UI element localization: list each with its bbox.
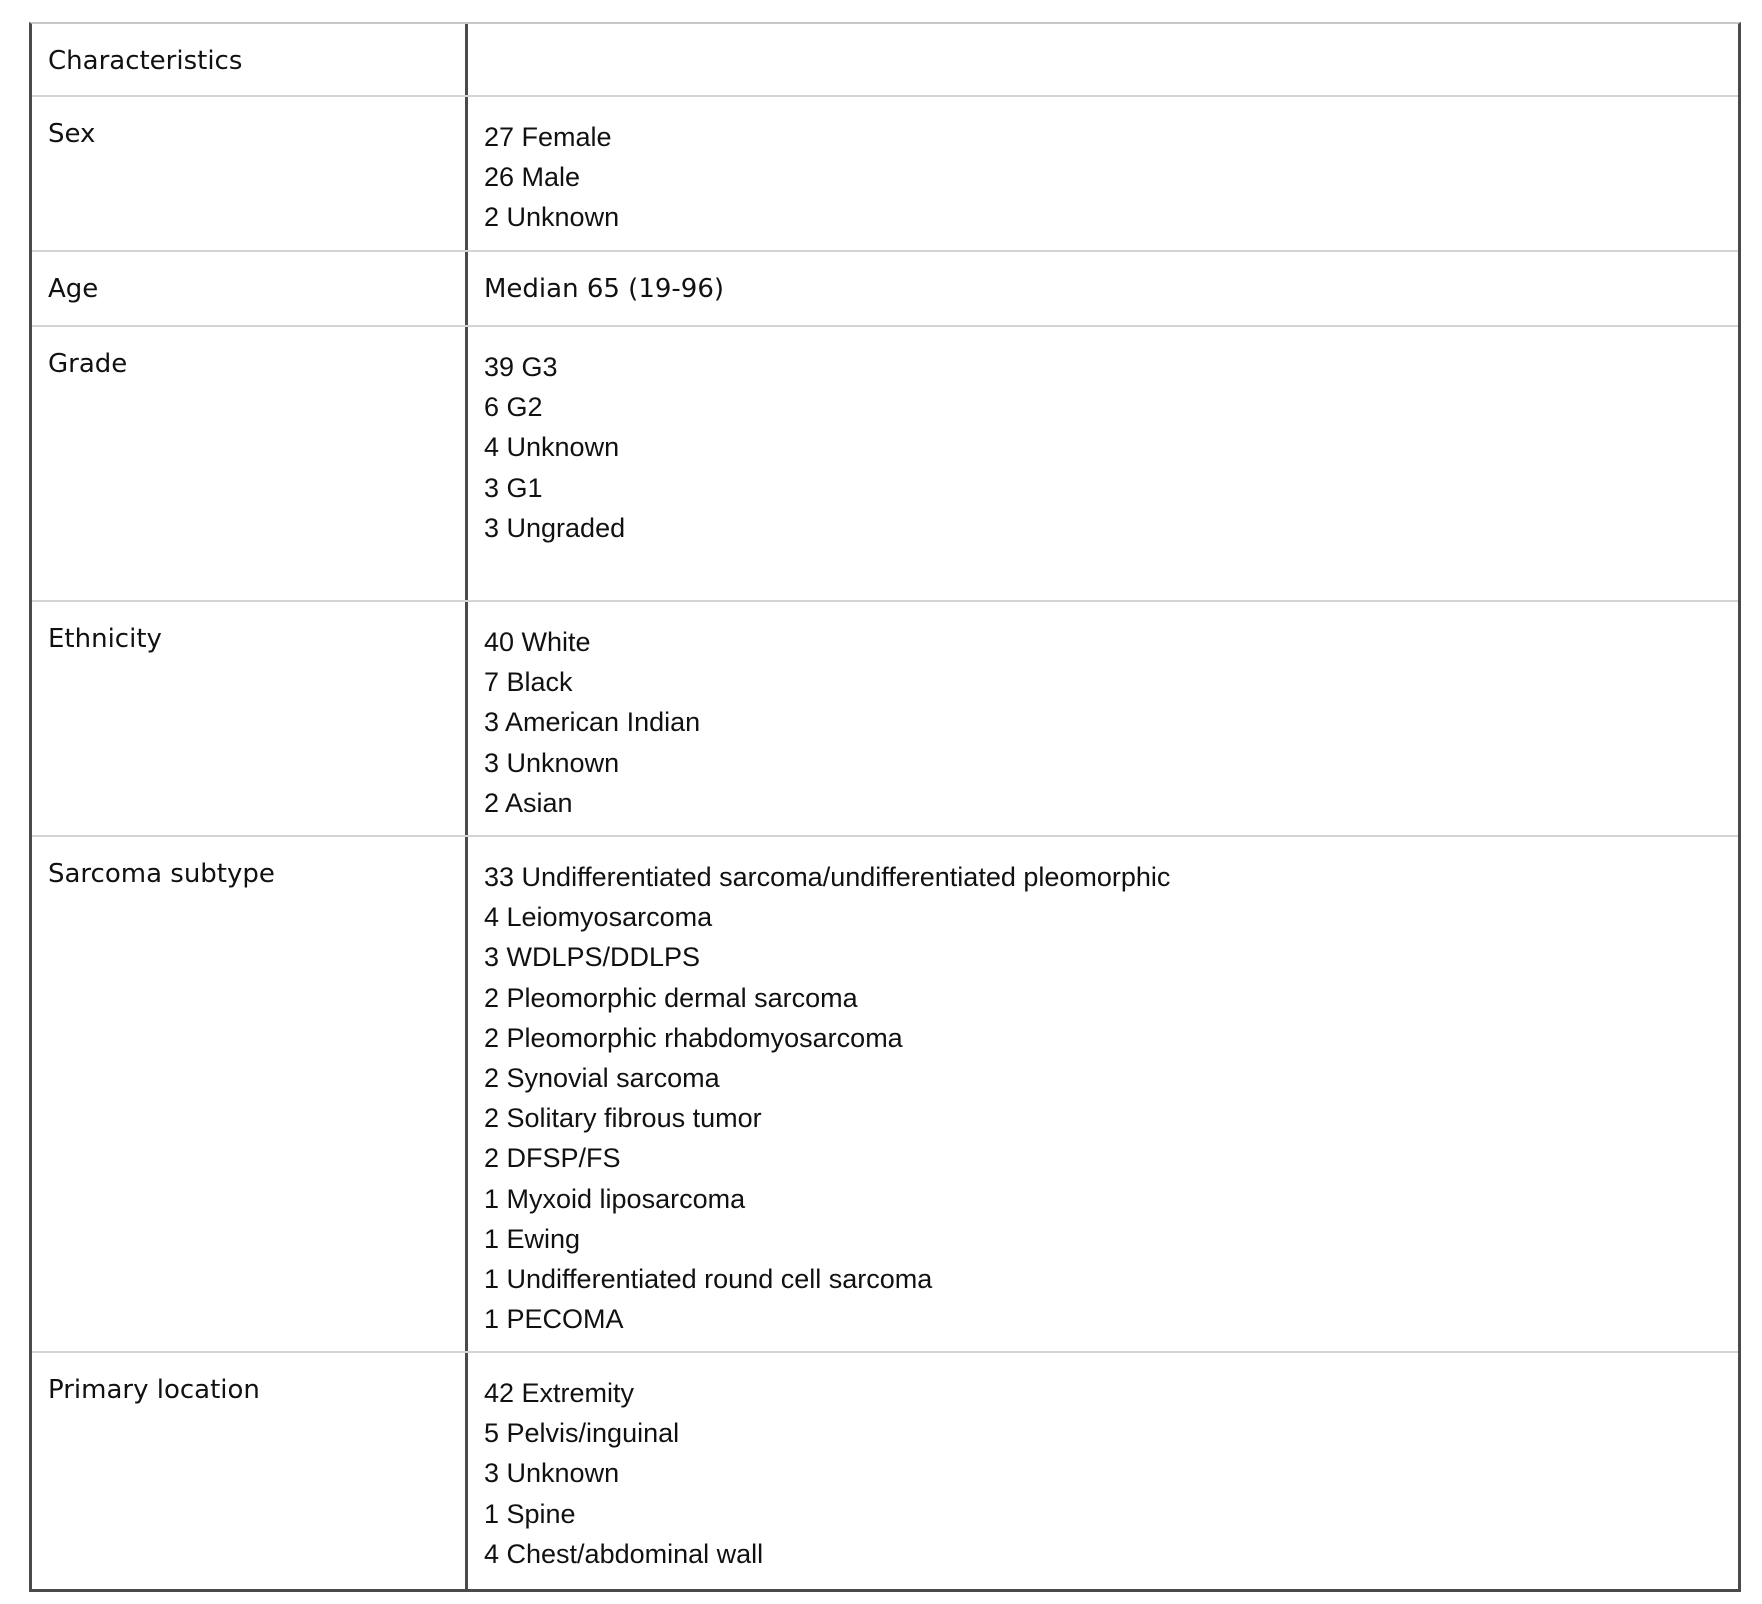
value-line: 7 Black bbox=[484, 667, 573, 698]
row-label: Ethnicity bbox=[32, 602, 468, 835]
table-row-sex bbox=[32, 97, 1738, 252]
value-line: 1 Myxoid liposarcoma bbox=[484, 1183, 746, 1214]
value-line: 4 Chest/abdominal wall bbox=[484, 1538, 764, 1569]
value-line: 40 White bbox=[484, 627, 591, 657]
row-values bbox=[468, 252, 1738, 325]
table-row-grade bbox=[32, 327, 1738, 602]
value-line: 2 Pleomorphic dermal sarcoma bbox=[484, 982, 858, 1013]
row-label: Sex bbox=[32, 97, 468, 250]
row-label: Grade bbox=[32, 327, 468, 600]
value-line: 2 Solitary fibrous tumor bbox=[484, 1103, 762, 1134]
row-values bbox=[468, 602, 1738, 835]
value-line: 3 Unknown bbox=[484, 1458, 620, 1489]
row-label: Sarcoma subtype bbox=[32, 837, 468, 1351]
row-label: Age bbox=[32, 252, 468, 325]
value-line: 5 Pelvis/inguinal bbox=[484, 1418, 680, 1449]
value-line: 1 Spine bbox=[484, 1498, 576, 1529]
row-label: Primary location bbox=[32, 1353, 468, 1589]
value-line: 3 Ungraded bbox=[484, 512, 626, 543]
value-line: 3 Unknown bbox=[484, 747, 620, 778]
value-line: 2 DFSP/FS bbox=[484, 1143, 621, 1174]
value-line: Median 65 (19-96) bbox=[484, 274, 725, 304]
value-line: 4 Unknown bbox=[484, 432, 620, 463]
value-line: 6 G2 bbox=[484, 392, 543, 423]
value-line: 3 American Indian bbox=[484, 707, 701, 738]
table-row-sarcoma-subtype bbox=[32, 837, 1738, 1353]
header-label-cell: Characteristics bbox=[32, 24, 468, 95]
row-values bbox=[468, 327, 1738, 600]
header-value-cell bbox=[468, 24, 1738, 95]
value-line: 26 Male bbox=[484, 162, 581, 193]
value-line: 2 Unknown bbox=[484, 202, 620, 233]
characteristics-table bbox=[29, 22, 1741, 1592]
table-header-row bbox=[32, 24, 1738, 97]
value-line: 3 WDLPS/DDLPS bbox=[484, 942, 701, 973]
row-values bbox=[468, 1353, 1738, 1589]
value-line: 2 Pleomorphic rhabdomyosarcoma bbox=[484, 1022, 903, 1053]
value-line: 27 Female bbox=[484, 122, 612, 152]
table-row-primary-location bbox=[32, 1353, 1738, 1589]
row-values bbox=[468, 97, 1738, 250]
value-line: 4 Leiomyosarcoma bbox=[484, 902, 713, 933]
value-line: 2 Synovial sarcoma bbox=[484, 1063, 720, 1094]
value-line: 39 G3 bbox=[484, 352, 558, 382]
value-line: 3 G1 bbox=[484, 472, 543, 503]
value-line: 1 Undifferentiated round cell sarcoma bbox=[484, 1264, 933, 1295]
value-line: 33 Undifferentiated sarcoma/undifferentiated pleomorphic bbox=[484, 862, 1171, 892]
table-row-ethnicity bbox=[32, 602, 1738, 837]
value-line: 1 Ewing bbox=[484, 1223, 581, 1254]
value-line: 42 Extremity bbox=[484, 1378, 635, 1408]
value-line: 2 Asian bbox=[484, 787, 573, 818]
value-line: 1 PECOMA bbox=[484, 1304, 624, 1335]
row-values bbox=[468, 837, 1738, 1351]
table-row-age bbox=[32, 252, 1738, 327]
